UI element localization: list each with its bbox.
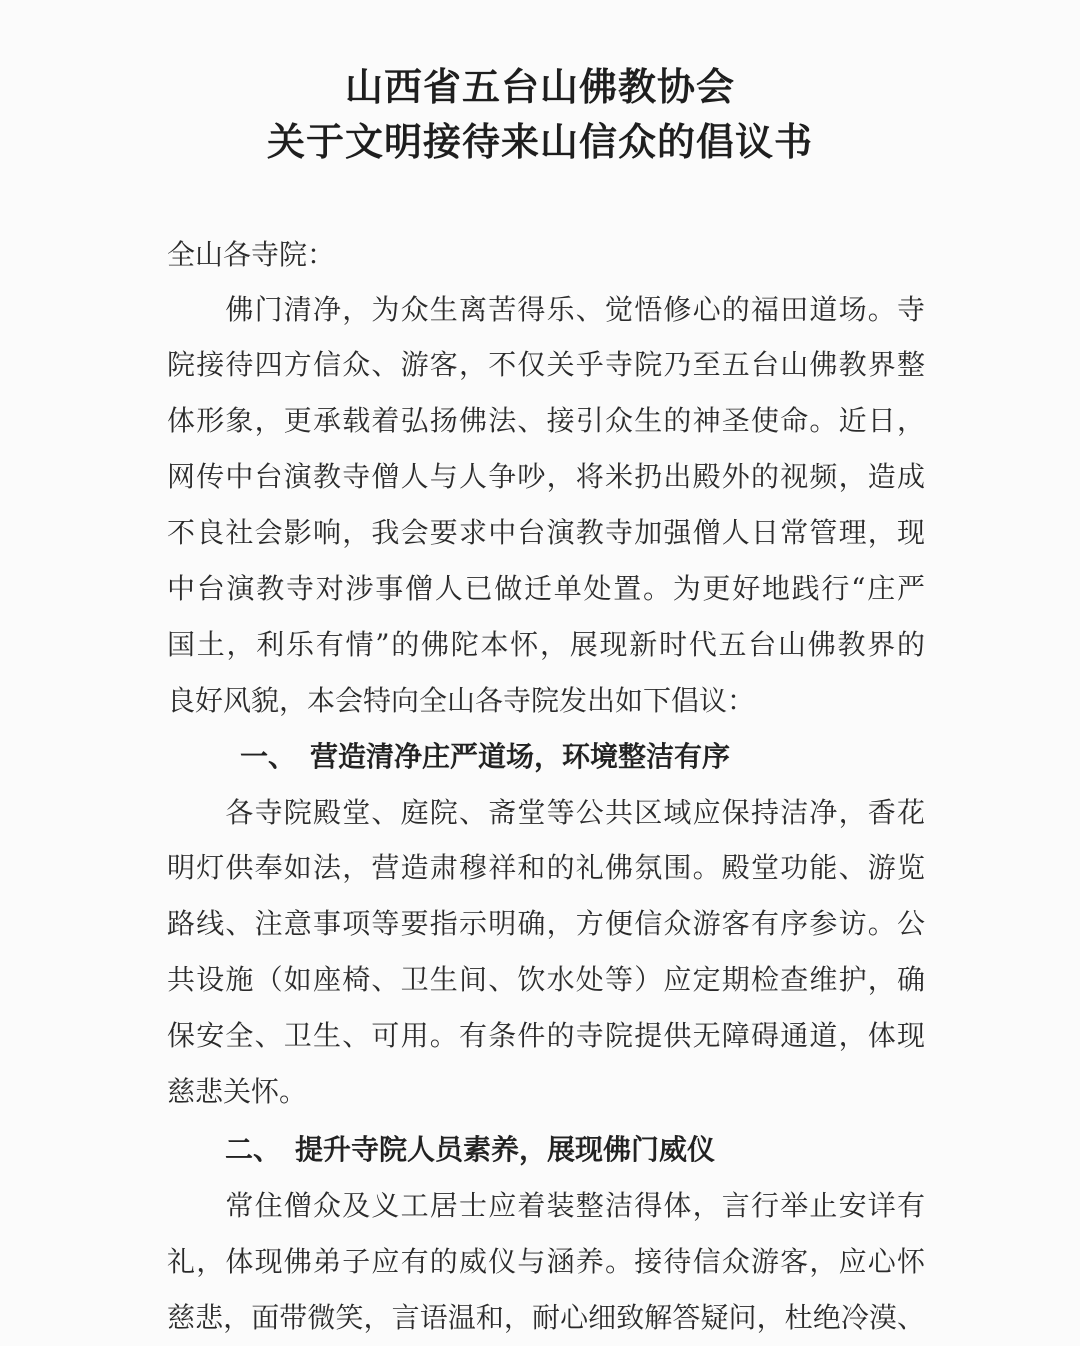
salutation: 全山各寺院： bbox=[167, 238, 336, 271]
text-line: 慈悲，面带微笑，言语温和，耐心细致解答疑问，杜绝冷漠、 bbox=[167, 1301, 925, 1334]
text-line: 常住僧众及义工居士应着装整洁得体，言行举止安详有 bbox=[167, 1189, 925, 1222]
text-line: 国土，利乐有情”的佛陀本怀，展现新时代五台山佛教界的 bbox=[167, 628, 925, 661]
text-line: 网传中台演教寺僧人与人争吵，将米扔出殿外的视频，造成 bbox=[167, 460, 925, 493]
text-line: 各寺院殿堂、庭院、斋堂等公共区域应保持洁净，香花 bbox=[167, 796, 925, 829]
text-line: 体形象，更承载着弘扬佛法、接引众生的神圣使命。近日， bbox=[167, 404, 925, 437]
section-2-heading: 二、 提升寺院人员素养，展现佛门威仪 bbox=[225, 1133, 716, 1166]
section-1-heading: 一、 营造清净庄严道场，环境整洁有序 bbox=[240, 740, 731, 773]
text-line: 慈悲关怀。 bbox=[167, 1075, 308, 1108]
text-line: 院接待四方信众、游客，不仅关乎寺院乃至五台山佛教界整 bbox=[167, 348, 925, 381]
text-line: 保安全、卫生、可用。有条件的寺院提供无障碍通道，体现 bbox=[167, 1019, 925, 1052]
text-line: 礼，体现佛弟子应有的威仪与涵养。接待信众游客，应心怀 bbox=[167, 1245, 925, 1278]
text-line: 共设施（如座椅、卫生间、饮水处等）应定期检查维护，确 bbox=[167, 963, 925, 996]
title-line-1: 山西省五台山佛教协会 bbox=[344, 64, 735, 109]
text-line: 明灯供奉如法，营造肃穆祥和的礼佛氛围。殿堂功能、游览 bbox=[167, 851, 925, 884]
text-line: 中台演教寺对涉事僧人已做迁单处置。为更好地践行“庄严 bbox=[167, 572, 925, 605]
title-line-2: 关于文明接待来山信众的倡议书 bbox=[266, 119, 813, 164]
text-line: 路线、注意事项等要指示明确，方便信众游客有序参访。公 bbox=[167, 907, 925, 940]
text-line: 良好风貌，本会特向全山各寺院发出如下倡议： bbox=[167, 684, 756, 717]
text-line: 佛门清净，为众生离苦得乐、觉悟修心的福田道场。寺 bbox=[167, 293, 925, 326]
text-line: 不良社会影响，我会要求中台演教寺加强僧人日常管理，现 bbox=[167, 516, 925, 549]
